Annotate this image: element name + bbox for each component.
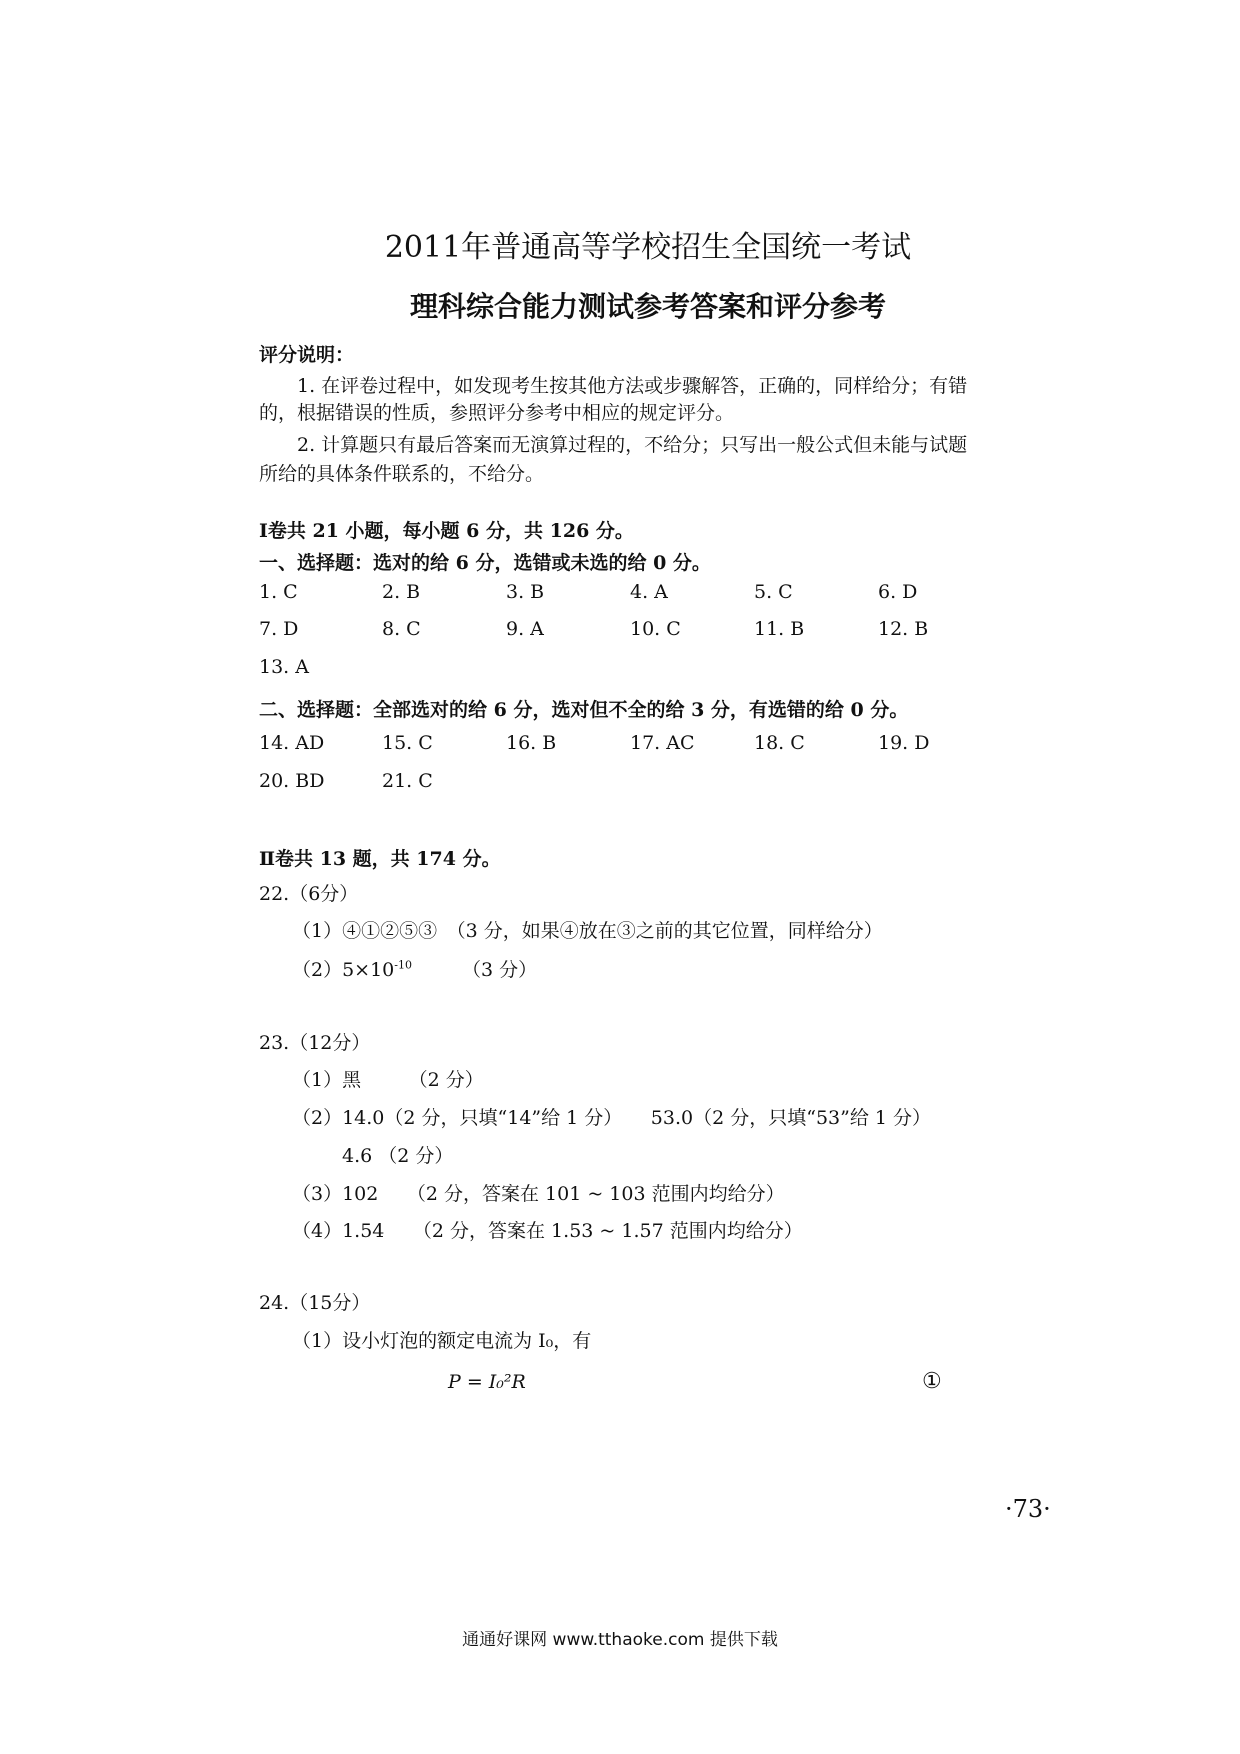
- answer-item: 15. C: [382, 732, 433, 754]
- note-1: 1. 在评卷过程中，如发现考生按其他方法或步骤解答，正确的，同样给分；有错: [297, 375, 968, 397]
- answer-item: 2. B: [382, 581, 421, 603]
- answer-item: 7. D: [259, 618, 299, 640]
- answer-item: 11. B: [754, 618, 805, 640]
- part2-heading: Ⅱ卷共 13 题，共 174 分。: [259, 848, 501, 870]
- answer-item: 1. C: [259, 581, 298, 603]
- answer-item: 19. D: [878, 732, 930, 754]
- notes-heading: 评分说明：: [259, 344, 355, 366]
- note-2-cont: 所给的具体条件联系的，不给分。: [259, 463, 545, 485]
- note-1-cont: 的，根据错误的性质，参照评分参考中相应的规定评分。: [259, 402, 735, 424]
- page-number: ·73·: [1005, 1495, 1051, 1523]
- q23-heading: 23.（12分）: [259, 1032, 371, 1054]
- answer-item: 20. BD: [259, 770, 325, 792]
- q23-answer-4: （4）1.54 （2 分，答案在 1.53 ~ 1.57 范围内均给分）: [292, 1220, 803, 1242]
- answer-item: 3. B: [506, 581, 545, 603]
- note-2: 2. 计算题只有最后答案而无演算过程的，不给分；只写出一般公式但未能与试题: [297, 434, 968, 456]
- answer-item: 4. A: [630, 581, 668, 603]
- page-subtitle: 理科综合能力测试参考答案和评分参考: [409, 290, 886, 323]
- q22-heading: 22.（6分）: [259, 883, 359, 905]
- part1-heading: Ⅰ卷共 21 小题，每小题 6 分，共 126 分。: [259, 520, 634, 542]
- answer-item: 13. A: [259, 656, 309, 678]
- section1-heading: 一、选择题：选对的给 6 分，选错或未选的给 0 分。: [259, 552, 711, 574]
- q23-answer-3: （3）102 （2 分，答案在 101 ~ 103 范围内均给分）: [292, 1183, 785, 1205]
- answer-item: 21. C: [382, 770, 433, 792]
- q22-answer-2: [292, 955, 537, 982]
- footer-watermark: 通通好课网 www.tthaoke.com 提供下载: [462, 1630, 778, 1650]
- answer-item: 14. AD: [259, 732, 325, 754]
- q24-heading: 24.（15分）: [259, 1292, 371, 1314]
- q23-answer-1: （1）黑 （2 分）: [292, 1069, 484, 1091]
- q22-answer-1: （1）④①②⑤③ （3 分，如果④放在③之前的其它位置，同样给分）: [292, 920, 883, 942]
- answer-item: 10. C: [630, 618, 681, 640]
- page-title: 2011年普通高等学校招生全国统一考试: [384, 230, 912, 265]
- section2-heading: 二、选择题：全部选对的给 6 分，选对但不全的给 3 分，有选错的给 0 分。: [259, 699, 909, 721]
- equation-number: ①: [922, 1369, 942, 1394]
- q23-answer-2b: 4.6 （2 分）: [342, 1145, 454, 1167]
- answer-item: 8. C: [382, 618, 421, 640]
- q22-a2-exponent: -10: [394, 958, 412, 972]
- answer-item: 18. C: [754, 732, 805, 754]
- answer-item: 17. AC: [630, 732, 695, 754]
- answer-item: 5. C: [754, 581, 793, 603]
- answer-item: 9. A: [506, 618, 544, 640]
- q23-answer-2: （2）14.0（2 分，只填“14”给 1 分） 53.0（2 分，只填“53”给 1 分）: [292, 1107, 931, 1129]
- answer-item: 16. B: [506, 732, 557, 754]
- equation: P = I₀²R: [448, 1371, 526, 1393]
- q24-answer-1: （1）设小灯泡的额定电流为 I₀，有: [292, 1330, 592, 1352]
- q22-a2-score: （3 分）: [462, 959, 538, 981]
- answer-item: 6. D: [878, 581, 918, 603]
- answer-item: 12. B: [878, 618, 929, 640]
- q22-a2-value: （2）5×10: [292, 959, 395, 981]
